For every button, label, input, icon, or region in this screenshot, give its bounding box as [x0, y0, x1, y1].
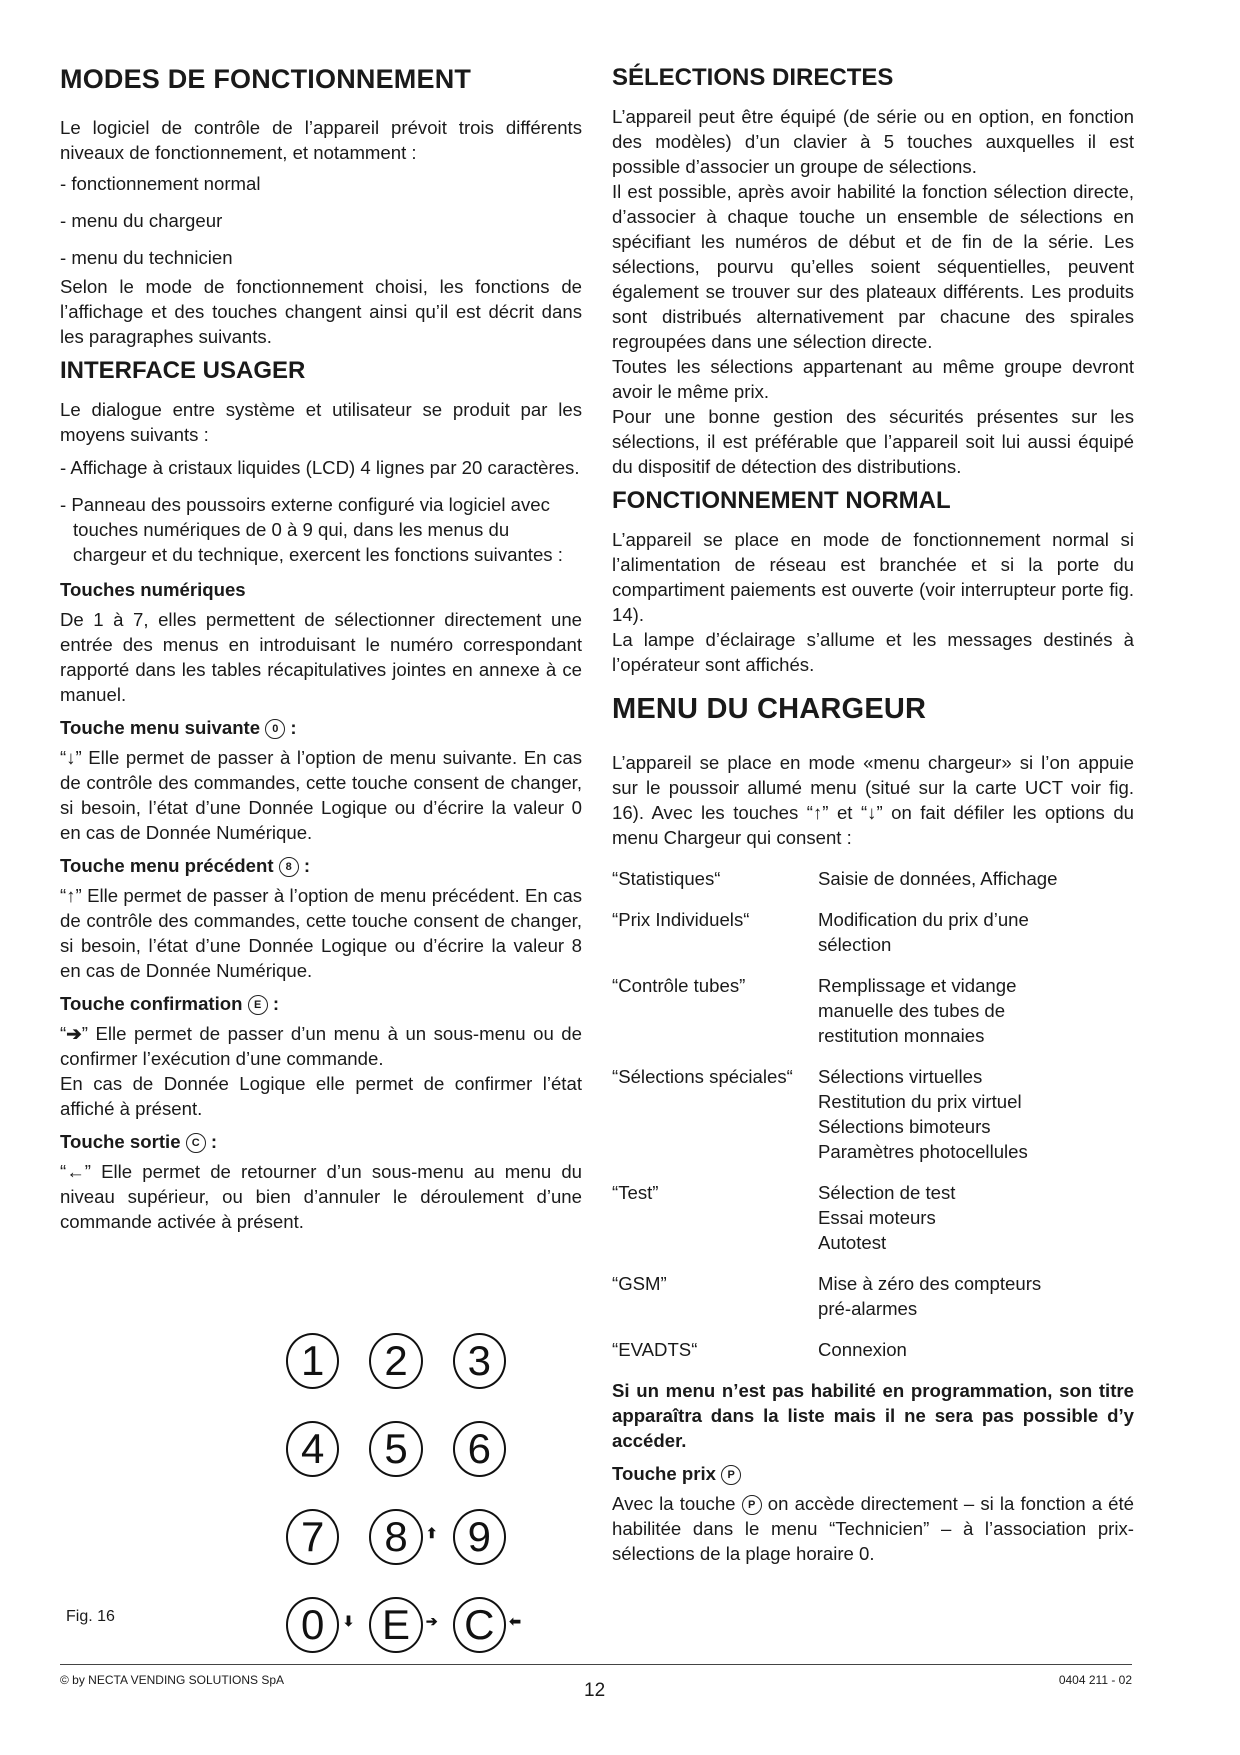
arrow-right-icon: ➔	[66, 1023, 82, 1045]
keypad-row	[286, 1597, 536, 1653]
key-0: 0 ⬇	[286, 1597, 339, 1653]
arrow-right-icon: ➔	[425, 1613, 438, 1629]
table-row: “Sélections spéciales“ Sélections virtuelles Restitution du prix virtuel Sélections bimoteurs Paramètres photocellules	[612, 1066, 1028, 1162]
table-row: “Prix Individuels“ Modification du prix d’une sélection	[612, 909, 1029, 955]
interface-intro: Le dialogue entre système et utilisateur se produit par les moyens suivants :	[60, 399, 582, 445]
confirm-key-text: “➔” Elle permet de passer d’un menu à un sous-menu ou de confirmer l’exécution d’une commande.	[60, 1023, 582, 1070]
document-code: 0404 211 - 02	[1058, 1673, 1132, 1687]
next-key-text: “↓” Elle permet de passer à l’option de menu suivante. En cas de contrôle des commandes, cette touche consent de changer, si besoin, l’état d’une Donnée Logique ou d’écrire la valeur 0 en cas de Donnée Numérique.	[60, 747, 582, 844]
left-column	[60, 58, 582, 1242]
mode-item: - menu du chargeur	[60, 210, 223, 231]
arrow-down-icon: ↓	[66, 747, 76, 769]
right-column	[612, 58, 1134, 1566]
key-7: 7	[286, 1509, 339, 1565]
footer-divider	[60, 1664, 1132, 1665]
prev-key-title: Touche menu précédent 8 :	[60, 855, 311, 877]
arrow-down-icon: ⬇	[342, 1613, 355, 1629]
key-5: 5	[369, 1421, 422, 1477]
figure-label: Fig. 16	[66, 1608, 115, 1625]
direct-sel-p1: L’appareil peut être équipé (de série ou en option, en fonction des modèles) d’un clavier à 5 touches auxquelles il est possible d’associer un groupe de sélections.	[612, 106, 1134, 177]
exit-key-text: “←” Elle permet de retourner d’un sous-menu au menu du niveau supérieur, ou bien d’annuler le déroulement d’une commande activée à présent.	[60, 1161, 583, 1233]
footer-copyright: © by NECTA VENDING SOLUTIONS SpA	[60, 1673, 285, 1687]
key-4: 4	[286, 1421, 339, 1477]
key-1: 1	[286, 1333, 339, 1389]
prev-key-text: “↑” Elle permet de passer à l’option de menu précédent. En cas de contrôle des commandes, cette touche consent de changer, si besoin, l’état d’une Donnée Logique ou d’écrire la valeur 8 en cas de Donnée Numérique.	[60, 885, 583, 982]
arrow-up-icon: ⬆	[425, 1525, 438, 1541]
direct-sel-p3: Toutes les sélections appartenant au même groupe devront avoir le même prix.	[612, 356, 1134, 402]
keypad-row	[286, 1333, 536, 1389]
key-price-icon: P	[742, 1495, 762, 1515]
direct-sel-p2: Il est possible, après avoir habilité la fonction sélection directe, d’associer à chaque touche un ensemble de sélections en spécifiant les numéros de début et de fin de la série. Les sélections, pourvu qu’elles soient séquentielles, peuvent également se trouver sur des plateaux différents. Les produits sont distribués alternativement par chacune des spirales regroupées dans une sélection directe.	[612, 181, 1134, 352]
key-2: 2	[369, 1333, 422, 1389]
keypad-figure	[286, 1333, 536, 1685]
table-row: “Test” Sélection de test Essai moteurs Autotest	[612, 1182, 956, 1253]
keypad-row	[286, 1509, 536, 1565]
key-price-icon: P	[721, 1465, 741, 1485]
arrow-down-icon: ↓	[867, 802, 877, 823]
numeric-keys-title: Touches numériques	[60, 579, 246, 600]
key-8-icon: 8	[279, 857, 299, 877]
arrow-left-icon: ←	[66, 1161, 85, 1183]
interface-item: - Panneau des poussoirs externe configuré via logiciel avec touches numériques de 0 à 9 qui, dans les menus du chargeur et du technique, exercent les fonctions suivantes :	[60, 494, 563, 565]
key-c-icon: C	[186, 1133, 206, 1153]
charger-menu-table	[612, 866, 1134, 1362]
charger-p1: L’appareil se place en mode «menu chargeur» si l’on appuie sur le poussoir allumé menu (situé sur la carte UCT voir fig. 16). Avec les touches “↑” et “↓” on fait défiler les options du menu Chargeur qui consent :	[612, 752, 1134, 848]
interface-item: - Affichage à cristaux liquides (LCD) 4 lignes par 20 caractères.	[60, 457, 580, 478]
page-number: 12	[584, 1680, 606, 1701]
arrow-up-icon: ↑	[813, 802, 823, 823]
key-c: C ⬅	[453, 1597, 506, 1653]
key-0-icon: 0	[265, 719, 285, 739]
key-e: E ➔	[369, 1597, 422, 1653]
title-interface: INTERFACE USAGER	[60, 357, 306, 384]
arrow-left-icon: ⬅	[509, 1613, 521, 1629]
key-e-icon: E	[248, 995, 268, 1015]
confirm-key-title: Touche confirmation E :	[60, 993, 280, 1015]
mode-item: - fonctionnement normal	[60, 173, 261, 194]
price-key-title: Touche prix P	[612, 1463, 1134, 1485]
modes-intro: Le logiciel de contrôle de l’appareil prévoit trois différents niveaux de fonctionnement, et notamment :	[60, 117, 582, 163]
key-8: 8 ⬆	[369, 1509, 422, 1565]
title-normal-operation: FONCTIONNEMENT NORMAL	[612, 487, 951, 514]
key-3: 3	[453, 1333, 506, 1389]
mode-item: - menu du technicien	[60, 247, 233, 268]
key-6: 6	[453, 1421, 506, 1477]
table-row: “Statistiques“ Saisie de données, Affichage	[612, 868, 1058, 889]
normal-p1: L’appareil se place en mode de fonctionnement normal si l’alimentation de réseau est branchée et si la porte du compartiment paiements est ouverte (voir interrupteur porte fig. 14).	[612, 529, 1134, 625]
exit-key-title: Touche sortie C :	[60, 1131, 218, 1153]
table-row: “GSM” Mise à zéro des compteurs pré-alarmes	[612, 1273, 1042, 1319]
key-9: 9	[453, 1509, 506, 1565]
modes-after: Selon le mode de fonctionnement choisi, les fonctions de l’affichage et des touches changent ainsi qu’il est décrit dans les paragraphes suivants.	[60, 276, 582, 347]
keypad-row	[286, 1421, 536, 1477]
title-modes: MODES DE FONCTIONNEMENT	[60, 64, 472, 94]
title-direct-selections: SÉLECTIONS DIRECTES	[612, 64, 894, 91]
normal-p2: La lampe d’éclairage s’allume et les messages destinés à l’opérateur sont affichés.	[612, 629, 1134, 675]
arrow-up-icon: ↑	[66, 885, 76, 907]
numeric-keys-text: De 1 à 7, elles permettent de sélectionner directement une entrée des menus en introduisant le numéro correspondant rapporté dans les tables récapitulatives jointes en annexe à ce manuel.	[60, 609, 582, 705]
table-row: “EVADTS“ Connexion	[612, 1339, 907, 1360]
confirm-key-text2: En cas de Donnée Logique elle permet de confirmer l’état affiché à présent.	[60, 1073, 582, 1120]
direct-sel-p4: Pour une bonne gestion des sécurités présentes sur les sélections, il est préférable que l’appareil soit lui aussi équipé du dispositif de détection des distributions.	[612, 406, 1134, 477]
menu-note: Si un menu n’est pas habilité en programmation, son titre apparaîtra dans la liste mais il ne sera pas possible d’y accéder.	[612, 1380, 1134, 1451]
price-key-text: Avec la touche P on accède directement – si la fonction a été habilitée dans le menu “Technicien” – à l’association prix-sélections de la plage horaire 0.	[612, 1493, 1135, 1565]
next-key-title: Touche menu suivante 0 :	[60, 717, 297, 738]
title-charger-menu: MENU DU CHARGEUR	[612, 693, 927, 725]
table-row: “Contrôle tubes” Remplissage et vidange manuelle des tubes de restitution monnaies	[612, 975, 1017, 1046]
